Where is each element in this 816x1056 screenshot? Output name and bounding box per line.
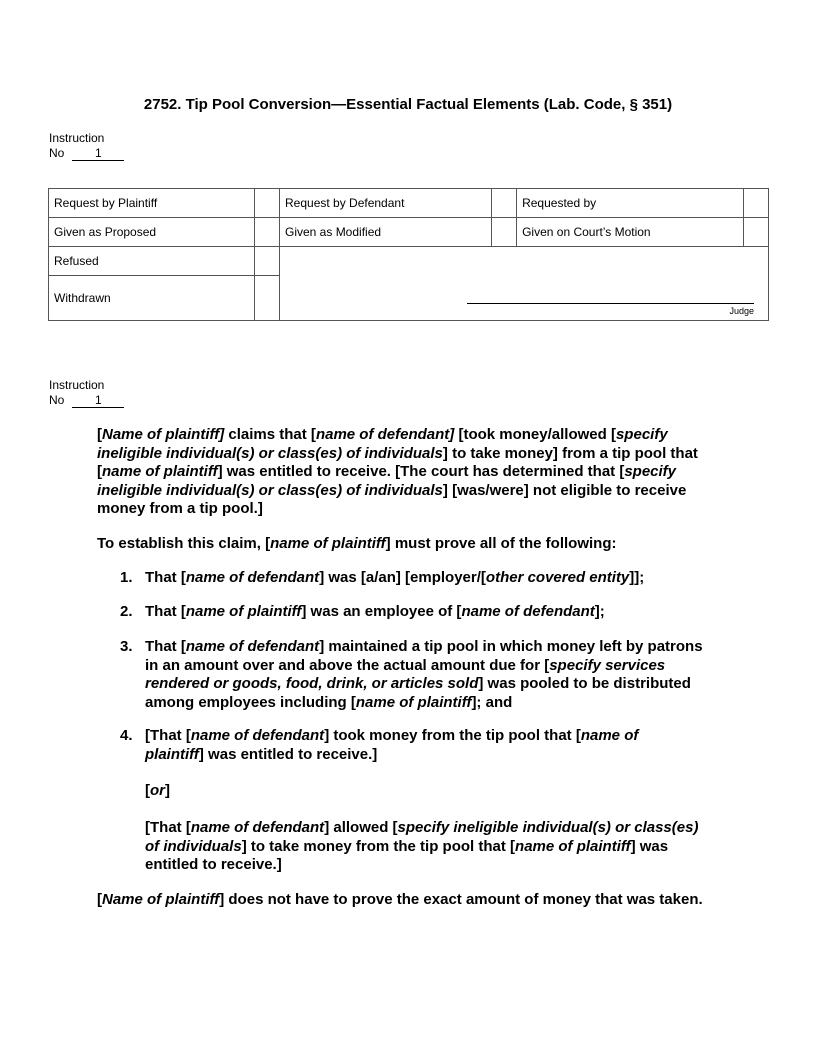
- instruction-number-block: [49, 131, 124, 161]
- instruction-number-block-2: [49, 378, 124, 408]
- given-on-courts-motion-label: Given on Court’s Motion: [517, 218, 744, 247]
- withdrawn-checkbox[interactable]: [255, 276, 280, 321]
- instruction-number: 1: [72, 394, 124, 408]
- elements-list: [120, 638, 715, 712]
- refused-label: Refused: [49, 247, 255, 276]
- elements-list: [120, 569, 720, 588]
- request-by-defendant-label: Request by Defendant: [280, 189, 492, 218]
- or-alternative: [or]: [145, 782, 170, 799]
- request-by-defendant-checkbox[interactable]: [492, 189, 517, 218]
- request-table: [48, 188, 769, 321]
- list-item: 3. That [name of defendant] maintained a tip pool in which money left by patrons in an amount over and above the actual amount due for [specify services rendered or goods, food, drink, or articles sold] was pooled to be distributed among employees including [name of plaintiff]; and: [120, 638, 703, 711]
- judge-signature-area: [280, 247, 769, 321]
- instruction-number: 1: [72, 147, 124, 161]
- given-as-modified-checkbox[interactable]: [492, 218, 517, 247]
- paragraph-amount: [Name of plaintiff] does not have to prove the exact amount of money that was taken.: [97, 891, 703, 908]
- number-label: No: [49, 146, 65, 160]
- list-item: 4. [That [name of defendant] took money from the tip pool that [name of plaintiff] was entitled to receive.]: [120, 727, 639, 763]
- given-as-modified-label: Given as Modified: [280, 218, 492, 247]
- number-label: No: [49, 393, 65, 407]
- requested-by-checkbox[interactable]: [744, 189, 769, 218]
- given-on-courts-motion-checkbox[interactable]: [744, 218, 769, 247]
- judge-label: Judge: [729, 306, 754, 316]
- instruction-label: Instruction: [49, 378, 105, 392]
- list-item: 2. That [name of plaintiff] was an employee of [name of defendant];: [120, 603, 605, 620]
- refused-checkbox[interactable]: [255, 247, 280, 276]
- judge-signature-line[interactable]: [467, 303, 754, 304]
- alternative-element: [That [name of defendant] allowed [specify ineligible individual(s) or class(es) of individuals] to take money from the tip pool that [name of plaintiff] was entitled to receive.]: [145, 819, 699, 873]
- withdrawn-label: Withdrawn: [49, 276, 255, 321]
- given-as-proposed-label: Given as Proposed: [49, 218, 255, 247]
- instruction-label: Instruction: [49, 131, 105, 145]
- list-item: 1. That [name of defendant] was [a/an] [employer/[other covered entity]];: [120, 569, 645, 586]
- paragraph-establish: To establish this claim, [name of plaintiff] must prove all of the following:: [97, 535, 617, 552]
- request-by-plaintiff-checkbox[interactable]: [255, 189, 280, 218]
- request-by-plaintiff-label: Request by Plaintiff: [49, 189, 255, 218]
- requested-by-label: Requested by: [517, 189, 744, 218]
- given-as-proposed-checkbox[interactable]: [255, 218, 280, 247]
- page-title: 2752. Tip Pool Conversion—Essential Factual Elements (Lab. Code, § 351): [143, 96, 673, 113]
- paragraph-claim: [Name of plaintiff] claims that [name of defendant] [took money/allowed [specify ineligible individual(s) or class(es) of individuals] to take money] from a tip pool that [name of plaintiff] was entitled to receive. [The court has determined that [specify ineligible individual(s) or class(es) of individuals] [was/were] not eligible to receive money from a tip pool.]: [97, 426, 698, 517]
- elements-list: [120, 603, 720, 622]
- elements-list: [120, 727, 700, 764]
